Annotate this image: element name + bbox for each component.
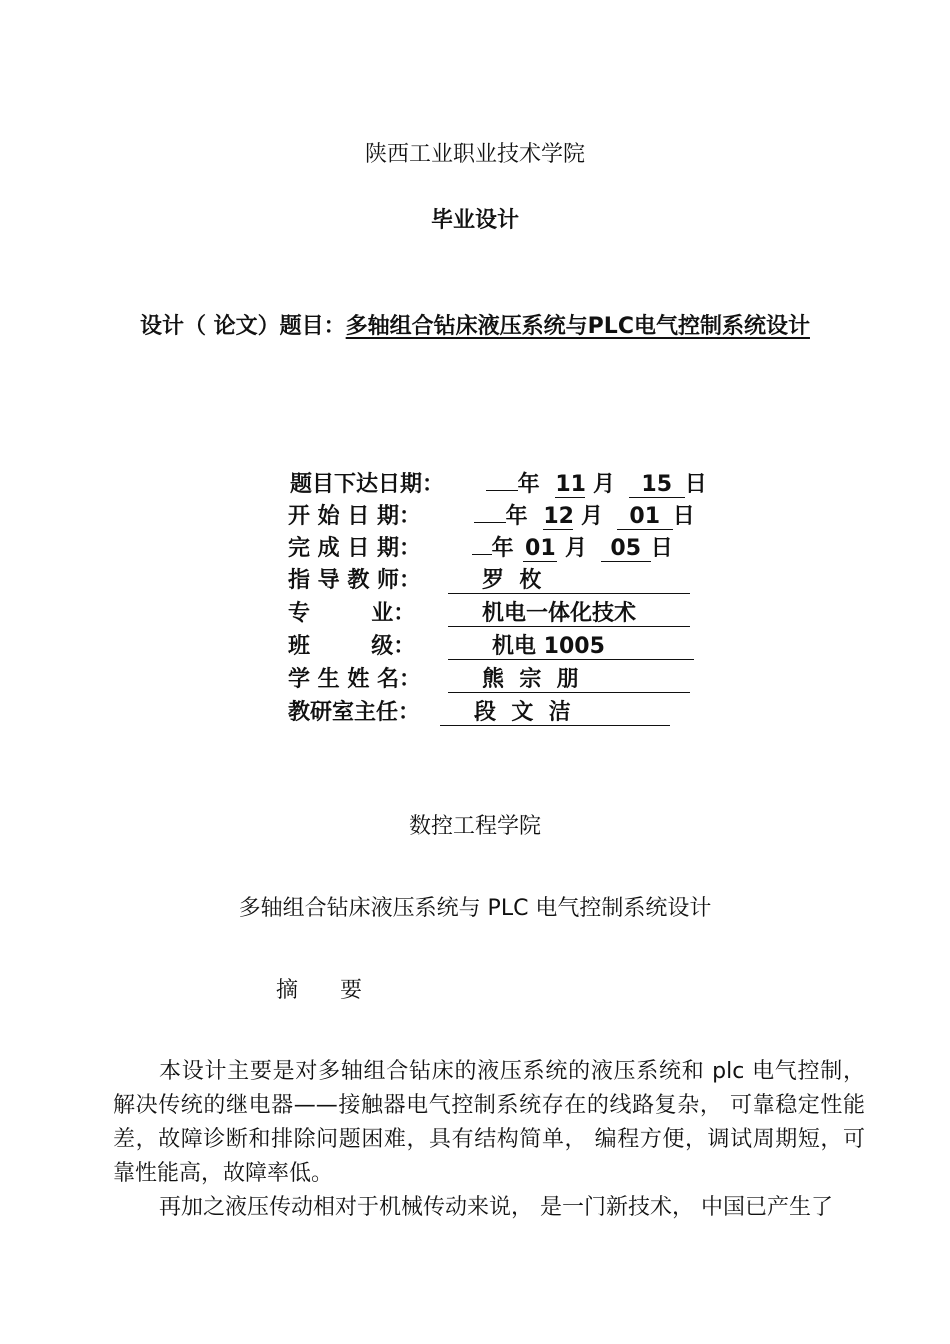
- thesis-title-value: 多轴组合钻床液压系统与PLC电气控制系统设计: [345, 314, 810, 339]
- issue-date-month: 11: [555, 472, 586, 497]
- issue-date-row: [290, 470, 707, 500]
- finish-date-label: 完 成 日 期：: [288, 536, 421, 561]
- student-row: [288, 665, 690, 695]
- subtitle: 多轴组合钻床液压系统与 PLC 电气控制系统设计: [238, 896, 712, 921]
- issue-date-label: 题目下达日期：: [290, 472, 445, 497]
- thesis-title-row: [140, 312, 810, 342]
- class-row: [288, 632, 694, 662]
- document-type: 毕业设计: [430, 208, 519, 233]
- class-value: 机电 1005: [448, 635, 694, 660]
- finish-date-year-unit: 年: [491, 536, 514, 561]
- class-label: 班 级：: [288, 634, 416, 659]
- start-date-year-unit: 年: [505, 504, 528, 529]
- finish-date-row: [288, 534, 673, 564]
- advisor-value: 罗 枚: [448, 569, 690, 594]
- issue-date-year: [486, 490, 518, 491]
- abstract-paragraph-2: 再加之液压传动相对于机械传动来说， 是一门新技术， 中国已产生了: [159, 1195, 833, 1220]
- issue-date-day: 15: [629, 473, 685, 498]
- start-date-year: [474, 522, 506, 523]
- finish-date-day: 05: [601, 537, 651, 562]
- student-value: 熊 宗 朋: [448, 668, 690, 693]
- start-date-day: 01: [617, 505, 673, 530]
- advisor-label: 指 导 教 师：: [288, 568, 421, 593]
- school-name: 陕西工业职业技术学院: [364, 142, 585, 167]
- start-date-month-unit: 月: [581, 504, 604, 529]
- major-value: 机电一体化技术: [448, 602, 690, 627]
- start-date-label: 开 始 日 期：: [288, 504, 421, 529]
- finish-date-month-unit: 月: [565, 536, 588, 561]
- start-date-day-unit: 日: [672, 504, 695, 529]
- abstract-heading: 摘 要: [276, 978, 362, 1003]
- department-name: 数控工程学院: [408, 814, 541, 839]
- advisor-row: [288, 566, 690, 596]
- finish-date-month: 01: [525, 536, 556, 561]
- director-row: [288, 698, 670, 728]
- abstract-paragraph-1: 本设计主要是对多轴组合钻床的液压系统的液压系统和 plc 电气控制，解决传统的继电器——接触器电气控制系统存在的线路复杂， 可靠稳定性能差，故障诊断和排除问题困难，具有结构简单， 编程方便，调试周期短，可靠性能高，故障率低。: [113, 1059, 865, 1186]
- finish-date-year: [472, 554, 492, 555]
- start-date-month: 12: [543, 504, 574, 529]
- major-row: [288, 599, 690, 629]
- director-value: 段 文 洁: [440, 701, 670, 726]
- start-date-row: [288, 502, 695, 532]
- thesis-title-label: 设计（ 论文）题目：: [140, 314, 346, 339]
- issue-date-year-unit: 年: [517, 472, 540, 497]
- major-label: 专 业：: [288, 601, 416, 626]
- issue-date-day-unit: 日: [684, 472, 707, 497]
- director-label: 教研室主任：: [288, 700, 421, 725]
- student-label: 学 生 姓 名：: [288, 667, 421, 692]
- finish-date-day-unit: 日: [650, 536, 673, 561]
- issue-date-month-unit: 月: [593, 472, 616, 497]
